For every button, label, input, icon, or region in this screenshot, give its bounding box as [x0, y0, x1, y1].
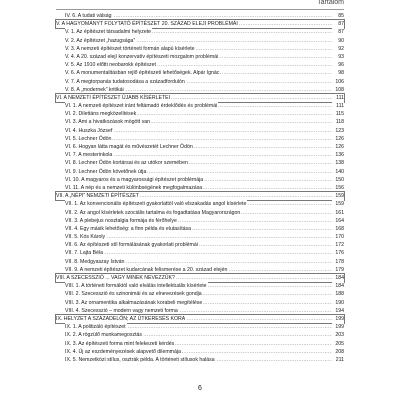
toc-chapter-entry	[56, 315, 344, 323]
toc-section-entry	[56, 118, 344, 126]
toc-entry-page: 172	[332, 241, 344, 249]
toc-chapter-entry	[56, 192, 344, 200]
toc-entry-page: 159	[332, 200, 344, 208]
toc-entry-page: 93	[332, 53, 344, 61]
toc-section-entry	[56, 78, 344, 86]
toc-entry-title: VII. 3. A plebejus nosztalgia formája és férőhelye	[65, 217, 177, 224]
toc-entry-page: 190	[332, 299, 344, 307]
toc-entry-title: V. 5. Az 1910 előtti neobarokk építészet	[65, 62, 156, 69]
toc-entry-title: VIII. 1. A történeti formáktól való elválás intellektuális kísérlete	[65, 283, 207, 290]
toc-section-entry	[56, 127, 344, 135]
toc-entry-page: 208	[332, 348, 344, 356]
toc-entry-page: 98	[332, 69, 344, 77]
toc-section-entry	[56, 323, 344, 331]
toc-section-entry	[56, 340, 344, 348]
toc-section-entry	[56, 282, 344, 290]
toc-section-entry	[56, 299, 344, 307]
toc-entry-title: VI. 7. A mesterinkola	[65, 152, 113, 159]
toc-entry-title: VI. 8. Lechner Ödön kortársai és az utókor szemében	[65, 160, 188, 167]
toc-entry-title: VII. 2. Az angol kísérletek szociális tartalma és fogadtatása Magyarországon	[65, 209, 241, 216]
toc-section-entry	[56, 110, 344, 118]
toc-entry-title: IX. 1. A politizáló építészet	[65, 324, 126, 331]
toc-entry-page: 106	[332, 78, 344, 86]
toc-entry-title: VI. 9. Lechner Ödön követőnek útja	[65, 168, 147, 175]
toc-entry-page: 164	[332, 217, 344, 225]
toc-entry-page: 199	[332, 323, 344, 331]
toc-section-entry	[56, 348, 344, 356]
toc-entry-title: VII. 7. Lajta Béla	[65, 250, 104, 257]
toc-entry-page: 96	[332, 61, 344, 69]
toc-entry-title: V. 3. A nemzeti építészet történeti formán alapú kísérlete	[65, 45, 195, 52]
toc-entry-title: VI. A NEMZETI ÉPÍTÉSZET ÚJABB KÍSÉRLETEI	[56, 94, 171, 101]
table-of-contents	[56, 12, 344, 364]
toc-entry-title: VII. 8. Medgyaszay István	[65, 258, 125, 265]
toc-entry-page: 111	[332, 94, 344, 102]
toc-section-entry	[56, 241, 344, 249]
toc-section-entry	[56, 151, 344, 159]
toc-entry-page: 211	[332, 356, 344, 364]
toc-section-entry	[56, 266, 344, 274]
toc-entry-title: VII. 4. Egy másik lehetőség: a finn példa és elutasítása	[65, 225, 192, 232]
toc-entry-title: VI. 11. A nép és a nemzeti különbségének megfogalmazása	[65, 184, 203, 191]
toc-entry-page: 178	[332, 258, 344, 266]
toc-section-entry	[56, 356, 344, 364]
toc-entry-title: VII. A „NÉPI” NEMZETI ÉPÍTÉSZET	[56, 193, 140, 200]
toc-entry-page: 138	[332, 159, 344, 167]
toc-section-entry	[56, 135, 344, 143]
toc-section-entry	[56, 28, 344, 36]
toc-entry-title: IX. HELYZET A SZÁZADELŐN; AZ ÚTKERESÉS KORA	[56, 315, 186, 322]
toc-entry-title: VI. 2. Dilettáns megközelítések	[65, 111, 137, 118]
toc-entry-page: 87	[332, 20, 344, 28]
toc-section-entry	[56, 225, 344, 233]
toc-entry-title: V. A HAGYOMÁNYT FOLYTATÓ ÉPÍTÉSZET 20. SZÁZAD ELEJI PROBLÉMÁI	[56, 21, 238, 28]
toc-section-entry	[56, 233, 344, 241]
toc-entry-title: IX. 4. Új az eszdeményezések alapvető dilemmája	[65, 348, 181, 355]
toc-entry-page: 111	[332, 102, 344, 110]
toc-entry-title: VII. 1. Az konvencionális építészeti gyakorlattól való elszakadás angol kísérlete	[65, 201, 247, 208]
toc-entry-page: 205	[332, 340, 344, 348]
toc-section-entry	[56, 217, 344, 225]
toc-section-entry	[56, 249, 344, 257]
toc-entry-title: V. 2. Az építészet „hazugsága”	[65, 37, 136, 44]
toc-entry-page: 150	[332, 176, 344, 184]
toc-entry-title: VIII. A SZECESSZIÓ ... VAGY MINEK NEVEZZÜK?	[56, 275, 175, 281]
toc-entry-page: 140	[332, 168, 344, 176]
toc-entry-page: 136	[332, 151, 344, 159]
toc-entry-title: VIII. 2. Szecesszió és szinonimái és az elnevezések gondja	[65, 291, 202, 298]
toc-section-entry	[56, 69, 344, 77]
toc-entry-page: 108	[332, 86, 344, 94]
toc-entry-page: 184	[332, 282, 344, 290]
toc-entry-title: VI. 5. Lechner Ödön	[65, 135, 112, 142]
toc-entry-page: 184	[332, 274, 344, 282]
toc-leader-dots	[65, 249, 332, 257]
toc-entry-page: 159	[332, 192, 344, 200]
toc-entry-title: V. 4. A 20. század elejí konzervatív építészeti mozgalom problémái	[65, 53, 219, 60]
toc-entry-page: 179	[332, 266, 344, 274]
toc-entry-title: VIII. 4. Szecesszió – modern vagy nemzeti forma	[65, 307, 178, 314]
toc-chapter-entry	[56, 94, 344, 102]
toc-section-entry	[56, 209, 344, 217]
toc-entry-title: IX. 2. A rögzülő munkamegosztás	[65, 332, 142, 339]
toc-entry-title: IX. 3. Az építészeti forma mint felekezeti kérdés	[65, 340, 175, 347]
toc-entry-title: VI. 4. Huszka József	[65, 127, 113, 134]
toc-section-entry	[56, 290, 344, 298]
toc-entry-title: V. 6. A monumentalitásban rejlő építészeti lehetőségek. Alpár Ignác	[65, 70, 220, 77]
toc-entry-title: V. 1. Az építészet társadalmi helyzete	[65, 29, 152, 36]
toc-entry-page: 115	[332, 110, 344, 118]
toc-section-entry	[56, 61, 344, 69]
toc-entry-title: VIII. 3. Az ornamentika alkalmazásának korabeli megítélése	[65, 299, 203, 306]
toc-section-entry	[56, 37, 344, 45]
toc-entry-page: 118	[332, 118, 344, 126]
running-header-title: Tartalom	[317, 0, 344, 6]
toc-section-entry	[56, 176, 344, 184]
toc-section-entry	[56, 53, 344, 61]
toc-section-entry	[56, 307, 344, 315]
toc-entry-page: 203	[332, 331, 344, 339]
toc-section-entry	[56, 159, 344, 167]
toc-chapter-entry	[56, 20, 344, 28]
toc-entry-title: VI. 10. A magyaros és a magyarossági építészet problémája	[65, 176, 204, 183]
toc-section-entry	[56, 184, 344, 192]
toc-section-entry	[56, 45, 344, 53]
toc-entry-page: 92	[332, 45, 344, 53]
toc-entry-page: 126	[332, 143, 344, 151]
toc-entry-page: 90	[332, 37, 344, 45]
toc-entry-page: 170	[332, 233, 344, 241]
toc-chapter-entry	[56, 274, 344, 282]
toc-entry-title: V. 8. A „modernek” kritikái	[65, 86, 124, 93]
toc-section-entry	[56, 168, 344, 176]
toc-entry-page: 123	[332, 127, 344, 135]
toc-entry-page: 194	[332, 307, 344, 315]
header-rule	[56, 9, 344, 10]
toc-entry-page: 156	[332, 184, 344, 192]
toc-entry-page: 126	[332, 135, 344, 143]
toc-entry-title: VII. 5. Kós Károly	[65, 234, 106, 241]
toc-section-entry	[56, 258, 344, 266]
toc-section-entry	[56, 331, 344, 339]
toc-entry-title: IX. 5. Nemzetközi stílus, osztrák példa. A történeti stílusok halása	[65, 356, 215, 363]
toc-section-entry	[56, 143, 344, 151]
page-number: 6	[198, 385, 202, 392]
toc-entry-title: VI. 1. A nemzeti építészet iránt feltámadó érdeklődés és problémái	[65, 103, 218, 110]
toc-entry-title: IV. 6. A tudati válság	[65, 13, 112, 19]
toc-section-entry	[56, 86, 344, 94]
toc-entry-page: 87	[332, 28, 344, 36]
toc-entry-title: VI. 3. Ami a hivatkozások mögött van	[65, 119, 151, 126]
toc-entry-title: VI. 6. Hogyan látta magát és művészetét Lechner Ödön	[65, 144, 193, 150]
toc-entry-title: VII. 9. A nemzeti építészet kudarcának felismerése a 20. század elején	[65, 266, 228, 273]
toc-entry-page: 85	[332, 12, 344, 20]
toc-entry-page: 199	[332, 315, 344, 323]
toc-entry-title: V. 7. A megtorpanás tudatosodása a századfordulón	[65, 78, 185, 85]
toc-entry-page: 168	[332, 225, 344, 233]
toc-entry-page: 176	[332, 249, 344, 257]
toc-entry-page: 188	[332, 290, 344, 298]
toc-section-entry	[56, 200, 344, 208]
toc-entry-page: 161	[332, 209, 344, 217]
toc-section-entry	[56, 12, 344, 20]
toc-section-entry	[56, 102, 344, 110]
toc-entry-title: VII. 6. Az építészeti stíl formálásának gyakorlati problémái	[65, 242, 198, 249]
